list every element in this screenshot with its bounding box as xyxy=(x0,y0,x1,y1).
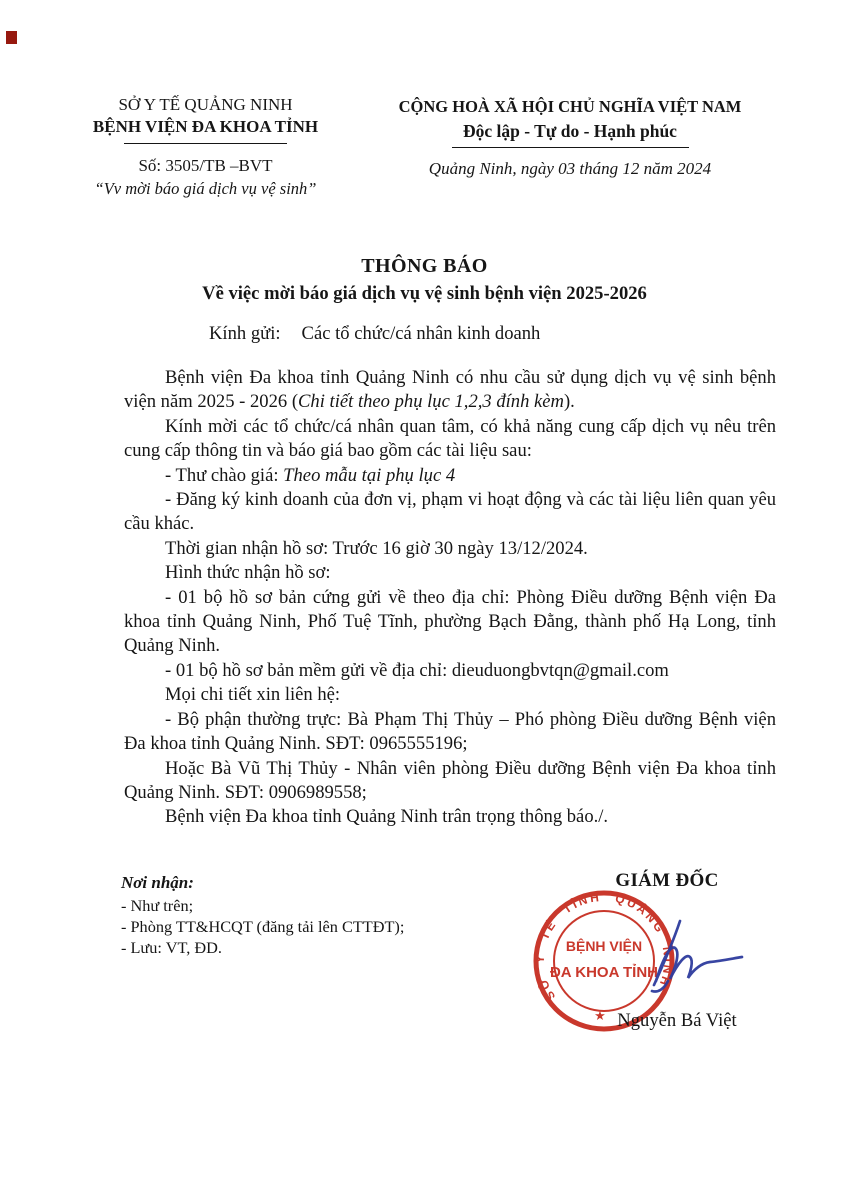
agency-underline xyxy=(124,143,287,144)
corner-red-mark xyxy=(6,31,17,44)
body-paragraphs xyxy=(124,366,776,830)
header-issuing-agency xyxy=(63,94,348,199)
agency-parent-name: SỞ Y TẾ QUẢNG NINH xyxy=(118,95,293,114)
motto-underline xyxy=(452,147,689,148)
header-national-motto xyxy=(375,96,765,180)
document-number: Số: 3505/TB –BVT xyxy=(138,155,273,175)
stamp-star-icon: ★ xyxy=(594,1009,606,1024)
recipient-line: - Lưu: VT, ĐD. xyxy=(121,938,222,957)
recipients-label: Nơi nhận: xyxy=(121,873,194,892)
paragraph: Hoặc Bà Vũ Thị Thủy - Nhân viên phòng Điều dưỡng Bệnh viện Đa khoa tỉnh Quảng Ninh. SĐT: 0906989558; xyxy=(124,757,776,803)
recipients-list xyxy=(121,895,404,958)
paragraph: Kính mời các tổ chức/cá nhân quan tâm, có khả năng cung cấp dịch vụ nêu trên cung cấp thông tin và báo giá bao gồm các tài liệu sau: xyxy=(124,415,776,462)
paragraph: Thời gian nhận hồ sơ: Trước 16 giờ 30 ngày 13/12/2024. xyxy=(165,537,588,559)
signer-name: Nguyễn Bá Việt xyxy=(617,1010,737,1031)
national-title: CỘNG HOÀ XÃ HỘI CHỦ NGHĨA VIỆT NAM xyxy=(398,97,742,116)
agency-name: BỆNH VIỆN ĐA KHOA TỈNH xyxy=(92,116,319,136)
document-title-block xyxy=(0,253,849,306)
paragraph: Bệnh viện Đa khoa tỉnh Quảng Ninh có nhu cầu sử dụng dịch vụ vệ sinh bệnh viện năm 2025 - 2026 (Chi tiết theo phụ lục 1,2,3 đính kèm). xyxy=(124,367,776,413)
paragraph: - 01 bộ hồ sơ bản mềm gửi về địa chỉ: dieuduongbvtqn@gmail.com xyxy=(165,659,669,681)
paragraph: - Bộ phận thường trực: Bà Phạm Thị Thủy – Phó phòng Điều dưỡng Bệnh viện Đa khoa tỉnh Quảng Ninh. SĐT: 0965555196; xyxy=(124,708,776,755)
signature-stroke-main xyxy=(656,947,742,981)
stamp-center-line2: ĐA KHOA TỈNH xyxy=(549,964,659,981)
paragraph: - Đăng ký kinh doanh của đơn vị, phạm vi hoạt động và các tài liệu liên quan yêu cầu khác. xyxy=(124,489,776,535)
stamp-center-line1: BỆNH VIỆN xyxy=(565,938,643,954)
recipient-line: - Như trên; xyxy=(121,896,194,915)
paragraph: - 01 bộ hồ sơ bản cứng gửi về theo địa chỉ: Phòng Điều dưỡng Bệnh viện Đa khoa tỉnh Quảng Ninh, Phố Tuệ Tĩnh, phường Bạch Đằng, thành phố Hạ Long, tỉnh Quảng Ninh. xyxy=(124,586,776,657)
paragraph: - Thư chào giá: Theo mẫu tại phụ lục 4 xyxy=(165,464,456,486)
document-subject: “Vv mời báo giá dịch vụ vệ sinh” xyxy=(94,179,317,199)
paragraph: Bệnh viện Đa khoa tỉnh Quảng Ninh trân trọng thông báo./. xyxy=(165,806,609,828)
paragraph: Hình thức nhận hồ sơ: xyxy=(165,562,331,584)
document-subtitle: Về việc mời báo giá dịch vụ vệ sinh bệnh viện 2025-2026 xyxy=(202,283,647,304)
recipients-block xyxy=(121,872,404,958)
recipient-line: - Phòng TT&HCQT (đăng tải lên CTTĐT); xyxy=(121,917,405,936)
salutation-line xyxy=(209,323,540,345)
paragraph: Mọi chi tiết xin liên hệ: xyxy=(165,684,341,706)
signature-ink xyxy=(618,915,768,1010)
salutation-label: Kính gửi: xyxy=(209,323,281,344)
salutation-value: Các tổ chức/cá nhân kinh doanh xyxy=(301,323,541,344)
document-title: THÔNG BÁO xyxy=(361,255,488,277)
stamp-ring-text: SỞ Y TẾ TỈNH QUẢNG NINH xyxy=(532,889,676,1003)
signer-title: GIÁM ĐỐC xyxy=(615,870,719,891)
national-motto: Độc lập - Tự do - Hạnh phúc xyxy=(463,121,677,142)
place-dateline: Quảng Ninh, ngày 03 tháng 12 năm 2024 xyxy=(428,159,712,179)
